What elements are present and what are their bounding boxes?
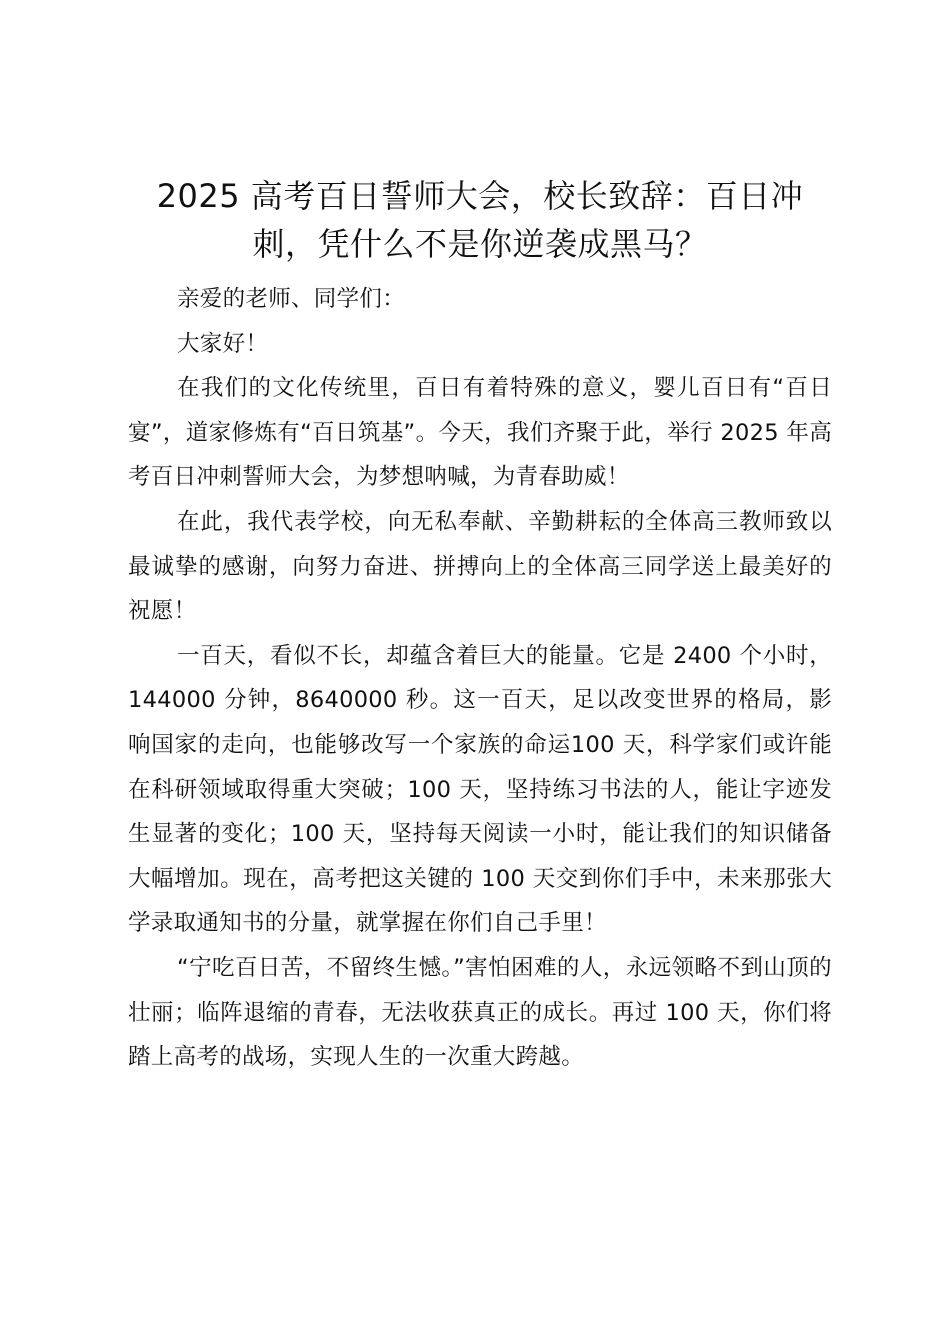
- paragraph-greeting: 大家好！: [177, 330, 269, 357]
- paragraph-salutation: 亲爱的老师、同学们：: [177, 286, 406, 312]
- paragraph-culture: 在我们的文化传统里，百日有着特殊的意义，婴儿百日有“百日宴”，道家修炼有“百日筑基”。今天，我们齐聚于此，举行 2025 年高考百日冲刺誓师大会，为梦想呐喊，为青春助威！: [128, 375, 832, 491]
- document-body: [128, 277, 832, 1080]
- paragraph-hundred-days: 一百天，看似不长，却蕴含着巨大的能量。它是 2400 个小时，144000 分钟，8640000 秒。这一百天，足以改变世界的格局，影响国家的走向，也能够改写一个家族的命运100 天，科学家们或许能在科研领域取得重大突破；100 天，坚持练习书法的人，能让字迹发生显著的变化；100 天，坚持每天阅读一小时，能让我们的知识储备大幅增加。现在，高考把这关键的 100 天交到你们手中，未来那张大学录取通知书的分量，就掌握在你们自己手里！: [128, 642, 832, 937]
- paragraph-thanks: 在此，我代表学校，向无私奉献、辛勤耕耘的全体高三教师致以最诚挚的感谢，向努力奋进、拼搏向上的全体高三同学送上最美好的祝愿！: [128, 508, 832, 625]
- document-title: 2025 高考百日誓师大会，校长致辞：百日冲刺，凭什么不是你逆袭成黑马？: [156, 177, 804, 263]
- paragraph-motto: “宁吃百日苦，不留终生憾。”害怕困难的人，永远领略不到山顶的壮丽；临阵退缩的青春，无法收获真正的成长。再过 100 天，你们将踏上高考的战场，实现人生的一次重大跨越。: [128, 954, 832, 1071]
